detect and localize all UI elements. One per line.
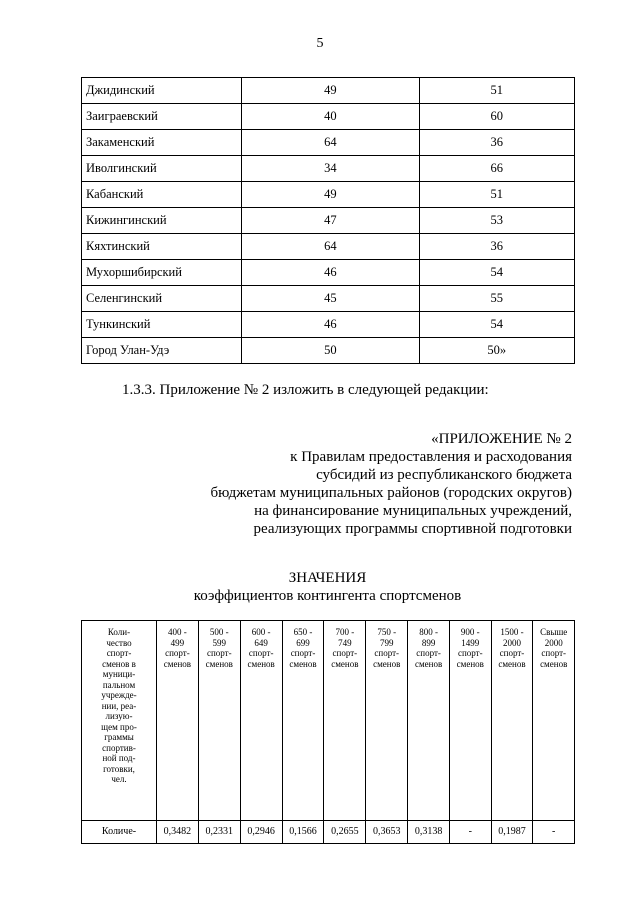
- district-name-cell: Кижингинский: [82, 208, 242, 234]
- column-header-cell: [198, 621, 240, 821]
- header-line: 650 -: [293, 627, 313, 637]
- header-line: сменов в: [102, 658, 136, 669]
- coefficients-table: [81, 620, 575, 844]
- table-row: [82, 182, 575, 208]
- header-line: 2000: [502, 637, 521, 648]
- header-line: сменов: [414, 658, 443, 669]
- value-cell: 64: [242, 234, 419, 260]
- coefficient-value-cell: 0,3482: [157, 821, 199, 844]
- table-row: [82, 156, 575, 182]
- district-name-cell: Тункинский: [82, 312, 242, 338]
- row-label-cell: Количе-: [82, 821, 157, 844]
- column-header-cell: [408, 621, 450, 821]
- header-line: спорт-: [541, 648, 567, 658]
- column-header-cell: [366, 621, 408, 821]
- column-header-cell: [240, 621, 282, 821]
- value-cell: 66: [419, 156, 575, 182]
- value-cell: 36: [419, 130, 575, 156]
- header-line: 649: [254, 637, 268, 648]
- appendix-line: субсидий из республиканского бюджета: [316, 467, 572, 483]
- header-line: спортив-: [102, 742, 136, 753]
- district-name-cell: Иволгинский: [82, 156, 242, 182]
- table-row: [82, 260, 575, 286]
- header-line: спорт-: [457, 648, 483, 658]
- appendix-line: к Правилам предоставления и расходования: [290, 449, 572, 465]
- header-line: 899: [421, 637, 436, 648]
- appendix-line: на финансирование муниципальных учреждений,: [254, 503, 572, 519]
- heading-title: ЗНАЧЕНИЯ: [288, 570, 367, 586]
- header-line: Коли-: [107, 627, 131, 637]
- district-name-cell: Селенгинский: [82, 286, 242, 312]
- header-line: 699: [296, 637, 310, 648]
- header-line: нии, реа-: [101, 700, 137, 711]
- header-line: 2000: [544, 637, 563, 648]
- header-line: 599: [212, 637, 227, 648]
- header-line: 900 -: [460, 627, 480, 637]
- header-line: сменов: [163, 658, 192, 669]
- header-line: пальном: [102, 679, 136, 690]
- section-heading: [0, 569, 640, 605]
- value-cell: 60: [419, 104, 575, 130]
- value-cell: 54: [419, 260, 575, 286]
- value-cell: 34: [242, 156, 419, 182]
- appendix-line: бюджетам муниципальных районов (городских округов): [210, 485, 572, 501]
- coefficient-value-cell: 0,2331: [198, 821, 240, 844]
- header-line: спорт-: [416, 648, 441, 658]
- coefficient-value-cell: 0,1987: [491, 821, 533, 844]
- column-header-cell: [282, 621, 324, 821]
- value-cell: 47: [242, 208, 419, 234]
- column-header-cell: [533, 621, 575, 821]
- header-line: Свыше: [540, 627, 568, 637]
- header-line: спорт-: [499, 648, 525, 658]
- column-header-cell: [157, 621, 199, 821]
- header-line: сменов: [331, 658, 359, 669]
- header-line: ной под-: [102, 753, 136, 763]
- header-line: щем про-: [101, 721, 137, 732]
- coefficient-value-cell: 0,2946: [240, 821, 282, 844]
- header-line: муници-: [102, 669, 136, 679]
- value-cell: 53: [419, 208, 575, 234]
- header-line: сменов: [373, 658, 401, 669]
- district-name-cell: Город Улан-Удэ: [82, 338, 242, 364]
- table-row: [82, 208, 575, 234]
- coefficient-value-cell: -: [533, 821, 575, 844]
- row-header-cell: [82, 621, 157, 821]
- header-line: 400 -: [168, 627, 187, 637]
- header-line: спорт-: [248, 648, 274, 658]
- coefficient-value-cell: 0,2655: [324, 821, 366, 844]
- value-cell: 46: [242, 312, 419, 338]
- header-line: сменов: [247, 658, 275, 669]
- column-header-cell: [491, 621, 533, 821]
- district-name-cell: Кабанский: [82, 182, 242, 208]
- table-row: [82, 234, 575, 260]
- header-line: 1499: [461, 637, 480, 648]
- header-line: спорт-: [290, 648, 316, 658]
- district-name-cell: Кяхтинский: [82, 234, 242, 260]
- header-line: 600 -: [251, 627, 271, 637]
- header-line: чел.: [111, 774, 127, 784]
- header-line: 700 -: [335, 627, 355, 637]
- coefficient-value-cell: 0,1566: [282, 821, 324, 844]
- header-line: сменов: [289, 658, 317, 669]
- value-cell: 46: [242, 260, 419, 286]
- value-cell: 49: [242, 182, 419, 208]
- column-header-cell: [324, 621, 366, 821]
- header-line: 1500 -: [500, 627, 524, 637]
- header-line: 750 -: [377, 627, 397, 637]
- column-header-cell: [450, 621, 492, 821]
- table-row: [82, 286, 575, 312]
- table-row: [82, 78, 575, 104]
- value-cell: 36: [419, 234, 575, 260]
- header-line: граммы: [104, 732, 134, 742]
- appendix-caption: [132, 430, 572, 538]
- value-cell: 54: [419, 312, 575, 338]
- value-cell: 51: [419, 182, 575, 208]
- appendix-line: реализующих программы спортивной подготовки: [253, 521, 572, 537]
- value-cell: 49: [242, 78, 419, 104]
- header-line: 499: [170, 637, 185, 648]
- header-line: спорт-: [374, 648, 400, 658]
- coefficient-value-cell: -: [450, 821, 492, 844]
- header-line: спорт-: [332, 648, 358, 658]
- header-line: лизую-: [105, 711, 133, 721]
- header-line: спорт-: [206, 648, 232, 658]
- table-row: [82, 104, 575, 130]
- value-cell: 45: [242, 286, 419, 312]
- heading-subtitle: коэффициентов контингента спортсменов: [193, 588, 462, 604]
- header-line: 800 -: [419, 627, 438, 637]
- header-line: сменов: [540, 658, 568, 669]
- table-row: [82, 130, 575, 156]
- coefficient-value-cell: 0,3138: [408, 821, 450, 844]
- header-line: чество: [106, 637, 132, 648]
- table-row: [82, 338, 575, 364]
- district-name-cell: Джидинский: [82, 78, 242, 104]
- districts-table: [81, 77, 575, 364]
- district-name-cell: Закаменский: [82, 130, 242, 156]
- value-cell: 40: [242, 104, 419, 130]
- value-cell: 51: [419, 78, 575, 104]
- header-line: сменов: [456, 658, 484, 669]
- header-line: спорт-: [165, 648, 190, 658]
- header-line: учрежде-: [101, 690, 137, 700]
- header-line: сменов: [205, 658, 233, 669]
- page-number: 5: [316, 36, 324, 51]
- header-line: 500 -: [209, 627, 229, 637]
- header-line: 749: [338, 637, 352, 648]
- coefficient-value-cell: 0,3653: [366, 821, 408, 844]
- header-line: спорт-: [106, 648, 132, 658]
- value-cell: 50»: [419, 338, 575, 364]
- district-name-cell: Мухоршибирский: [82, 260, 242, 286]
- amendment-text: 1.3.3. Приложение № 2 изложить в следующей редакции:: [122, 382, 489, 398]
- value-cell: 55: [419, 286, 575, 312]
- value-cell: 50: [242, 338, 419, 364]
- value-cell: 64: [242, 130, 419, 156]
- table-row: [82, 312, 575, 338]
- header-line: 799: [379, 637, 394, 648]
- appendix-line: «ПРИЛОЖЕНИЕ № 2: [431, 431, 572, 447]
- header-line: сменов: [498, 658, 526, 669]
- district-name-cell: Заиграевский: [82, 104, 242, 130]
- header-line: готовки,: [103, 763, 135, 774]
